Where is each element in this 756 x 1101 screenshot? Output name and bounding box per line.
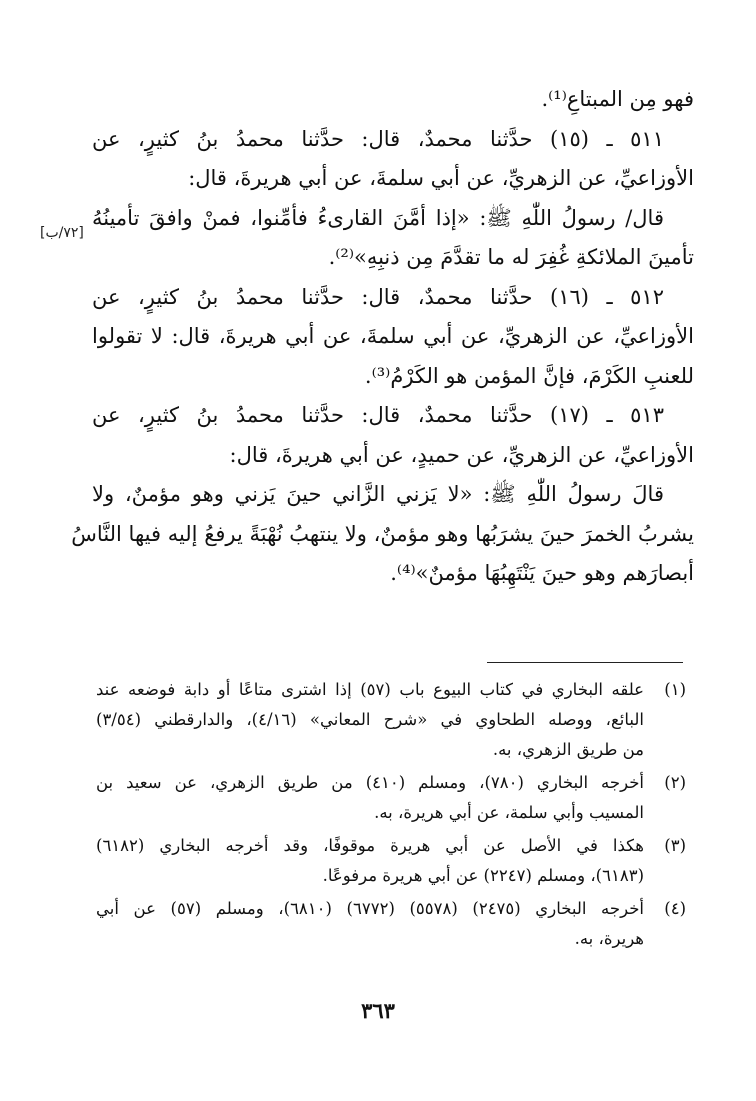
footnote-line: أخرجه البخاري (٧٨٠)، ومسلم (٤١٠) من طريق الزهري، عن سعيد بن (96, 773, 644, 792)
hadith-512-line: ٥١٢ ـ (١٦) حدَّثنا محمدٌ، قال: حدَّثنا محمدُ بنُ كثيرٍ، عن (92, 284, 664, 309)
footnote (96, 894, 686, 954)
page-number: ٣٦٣ (361, 998, 395, 1023)
footnote-line: المسيب وأبي سلمة، عن أبي هريرة، به. (374, 803, 644, 822)
text-line: الأوزاعيِّ، عن الزهريِّ، عن حميدٍ، عن أبي هريرةَ، قال: (229, 442, 694, 467)
footnote-line: أخرجه البخاري (٢٤٧٥) (٥٥٧٨) (٦٧٧٢) (٦٨١٠)، ومسلم (٥٧) عن أبي (96, 899, 644, 918)
footnote-number: (٢) (664, 773, 686, 792)
text-line: تأمينَ الملائكةِ غُفِرَ له ما تقدَّمَ مِن ذنبِهِ»⁽²⁾. (328, 245, 694, 269)
text-line: فهو مِن المبتاعِ⁽¹⁾. (541, 87, 694, 111)
text-line: للعنبِ الكَرْمَ، فإنَّ المؤمن هو الكَرْمُ⁽³⁾. (364, 363, 694, 388)
footnote-line: (٦١٨٣)، ومسلم (٢٢٤٧) عن أبي هريرة مرفوعًا. (322, 866, 644, 885)
text-line: يشربُ الخمرَ حينَ يشرَبُها وهو مؤمنٌ، ولا ينتهبُ نُهْبَةً يرفعُ إليه فيها النَّاسُ (71, 521, 694, 546)
main-text (71, 80, 694, 594)
text-line: قال/ رسولُ اللّٰهِ ﷺ: «إذا أمَّنَ القارىءُ فأمِّنوا، فمنْ وافقَ تأمينُهُ (92, 205, 664, 230)
text-line: أبصارَهم وهو حينَ يَنْتَهِبُهَا مؤمنٌ»⁽⁴⁾. (390, 561, 694, 585)
footnotes (96, 675, 686, 954)
manuscript-folio-ref: [٧٢/ب] (40, 225, 84, 241)
footnote (96, 768, 686, 828)
footnote-line: من طريق الزهري، به. (492, 740, 644, 759)
text-line: الأوزاعيِّ، عن الزهريِّ، عن أبي سلمةَ، عن أبي هريرةَ، قال: لا تقولوا (92, 324, 694, 348)
footnote-line: هريرة، به. (574, 929, 644, 948)
footnote-number: (٣) (664, 836, 686, 855)
footnote-line: البائع، ووصله الطحاوي في «شرح المعاني» (٤/١٦)، والدارقطني (٣/٥٤) (96, 710, 644, 729)
footnote (96, 831, 686, 891)
footnote-line: علقه البخاري في كتاب البيوع باب (٥٧) إذا اشترى متاعًا أو دابة فوضعه عند (96, 680, 645, 699)
footnote-divider (487, 662, 683, 663)
footnote-number: (١) (664, 680, 686, 699)
hadith-513-line: ٥١٣ ـ (١٧) حدَّثنا محمدٌ، قال: حدَّثنا محمدُ بنُ كثيرٍ، عن (92, 403, 664, 427)
hadith-511-line: ٥١١ ـ (١٥) حدَّثنا محمدٌ، قال: حدَّثنا محمدُ بنُ كثيرٍ، عن (92, 126, 664, 151)
text-line: الأوزاعيِّ، عن الزهريِّ، عن أبي سلمةَ، عن أبي هريرةَ، قال: (188, 166, 694, 190)
footnote-line: هكذا في الأصل عن أبي هريرة موقوفًا، وقد أخرجه البخاري (٦١٨٢) (96, 836, 644, 855)
text-line: قالَ رسولُ اللّٰهِ ﷺ: «لا يَزني الزَّاني حينَ يَزني وهو مؤمنٌ، ولا (92, 482, 664, 506)
footnote (96, 675, 686, 765)
footnote-number: (٤) (664, 899, 686, 918)
